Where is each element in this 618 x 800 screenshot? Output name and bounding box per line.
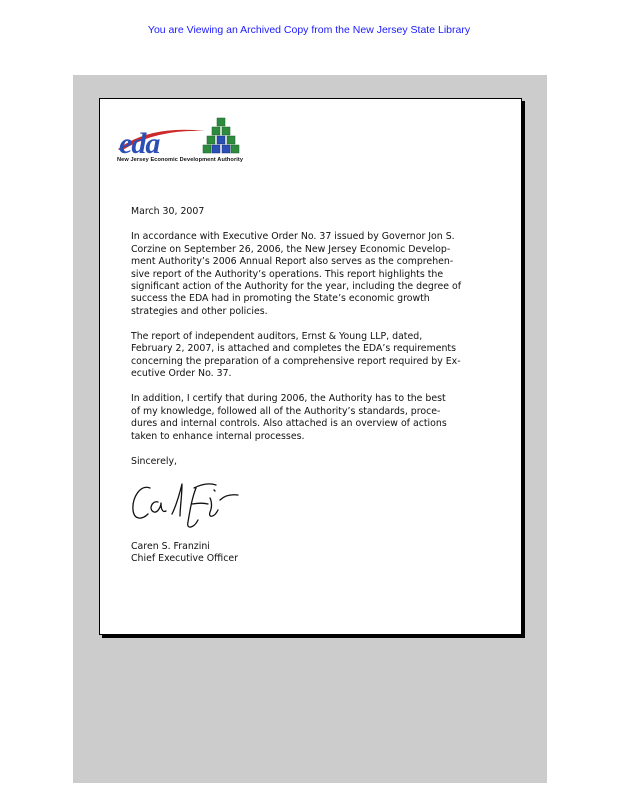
- letter-date: March 30, 2007: [131, 206, 205, 217]
- letter-paragraph-1: In accordance with Executive Order No. 37 issued by Governor Jon S. Corzine on September 26, 2006, the New Jersey Economic Develop- ment Authority’s 2006 Annual Report also serves as the comprehen- sive report of the Authority’s operations. This report highlights the significant action of the Authority for the year, including the degree of success the EDA had in promoting the State’s economic growth strategies and other policies.: [131, 231, 462, 317]
- eda-logo-text: eda: [119, 127, 160, 160]
- letter-paragraph-3: In addition, I certify that during 2006, the Authority has to the best of my knowledge, followed all of the Authority’s standards, proce- dures and internal controls. Also attached is an overview of actions taken to enhance internal processes.: [131, 393, 447, 442]
- signer-block: [131, 541, 238, 566]
- letter-body: [131, 206, 493, 468]
- signer-name: Caren S. Franzini: [131, 541, 210, 552]
- letter-closing: Sincerely,: [131, 455, 177, 467]
- eda-logo-cubes-icon: [203, 118, 239, 153]
- archive-banner: You are Viewing an Archived Copy from the New Jersey State Library: [147, 24, 471, 36]
- signer-title: Chief Executive Officer: [131, 553, 238, 565]
- eda-logo-caption: New Jersey Economic Development Authority: [117, 157, 244, 163]
- letter-paragraph-2: The report of independent auditors, Ernst & Young LLP, dated, February 2, 2007, is attached and completes the EDA’s requirements concerning the preparation of a comprehensive report required by Ex- ecutive Order No. 37.: [131, 331, 461, 380]
- handwritten-signature: [128, 476, 258, 534]
